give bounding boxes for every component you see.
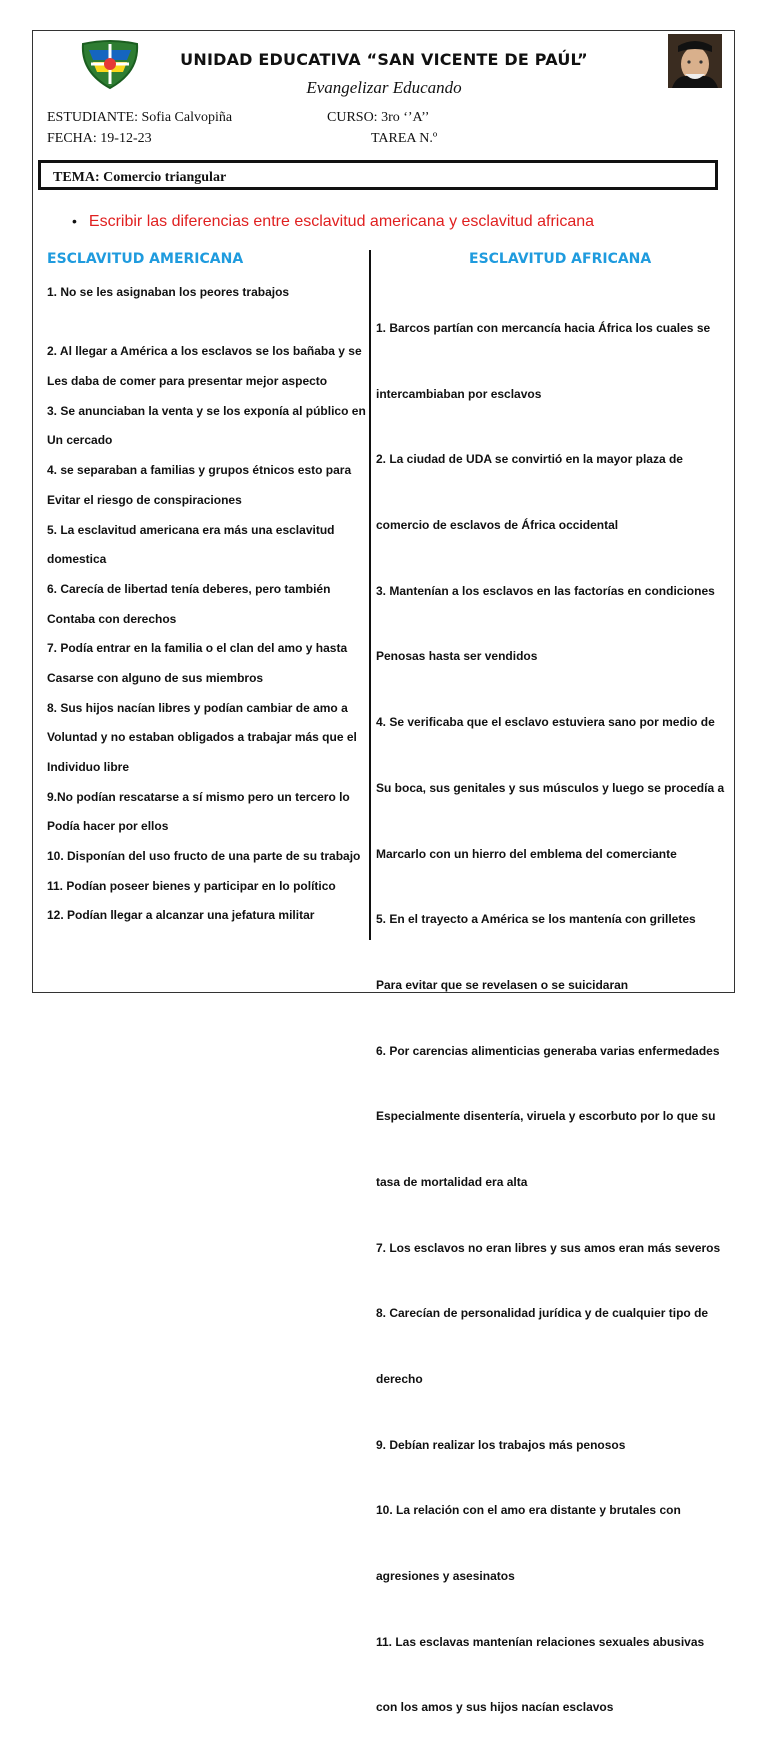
- list-item: 7. Los esclavos no eran libres y sus amos eran más severos: [376, 1240, 721, 1255]
- topic-text: TEMA: Comercio triangular: [53, 170, 227, 185]
- task-field: TAREA N.º: [371, 131, 438, 146]
- list-item: Casarse con alguno de sus miembros: [47, 670, 264, 685]
- list-item: con los amos y sus hijos nacían esclavos: [376, 1700, 614, 1715]
- list-item: 8. Carecían de personalidad jurídica y de cualquier tipo de: [376, 1306, 709, 1321]
- american-list: [47, 280, 367, 933]
- list-item: 2. Al llegar a América a los esclavos se los bañaba y se: [47, 344, 362, 359]
- date-field: FECHA: 19-12-23: [47, 131, 152, 146]
- list-item: Especialmente disentería, viruela y escorbuto por lo que su: [376, 1109, 716, 1124]
- topic-box: [38, 160, 718, 190]
- list-item: 6. Por carencias alimenticias generaba varias enfermedades: [376, 1043, 720, 1058]
- column-divider: [369, 250, 371, 940]
- list-item: 10. La relación con el amo era distante y brutales con: [376, 1503, 681, 1518]
- list-item: Penosas hasta ser vendidos: [376, 649, 538, 664]
- school-name: UNIDAD EDUCATIVA “SAN VICENTE DE PAÚL”: [180, 50, 588, 69]
- list-item: 5. En el trayecto a América se los mantenía con grilletes: [376, 912, 696, 927]
- list-item: 3. Se anunciaban la venta y se los exponía al público en: [47, 403, 366, 418]
- course-field: CURSO: 3ro ‘’A’’: [327, 110, 430, 125]
- list-item: Para evitar que se revelasen o se suicidaran: [376, 977, 629, 992]
- list-item: [47, 310, 367, 340]
- student-field: ESTUDIANTE: Sofia Calvopiña: [47, 110, 233, 125]
- list-item: Individuo libre: [47, 760, 130, 774]
- list-item: 11. Las esclavas mantenían relaciones sexuales abusivas: [376, 1634, 705, 1649]
- list-item: Evitar el riesgo de conspiraciones: [47, 492, 242, 507]
- list-item: Contaba con derechos: [47, 611, 177, 626]
- list-item: 3. Mantenían a los esclavos en las factorías en condiciones: [376, 583, 715, 598]
- list-item: 4. Se verificaba que el esclavo estuviera sano por medio de: [376, 715, 715, 730]
- list-item: Un cercado: [47, 433, 113, 448]
- list-item: 12. Podían llegar a alcanzar una jefatura militar: [47, 908, 315, 923]
- list-item: 6. Carecía de libertad tenía deberes, pero también: [47, 581, 331, 596]
- list-item: Voluntad y no estaban obligados a trabajar más que el: [47, 730, 357, 745]
- instruction-label: Escribir las diferencias entre esclavitud americana y esclavitud africana: [88, 213, 595, 230]
- list-item: 7. Podía entrar en la familia o el clan del amo y hasta: [47, 641, 348, 656]
- american-heading: ESCLAVITUD AMERICANA: [47, 251, 244, 267]
- african-list: [376, 280, 726, 1743]
- list-item: 10. Disponían del uso fructo de una parte de su trabajo: [47, 849, 361, 864]
- list-item: 9. Debían realizar los trabajos más penosos: [376, 1437, 626, 1452]
- list-item: tasa de mortalidad era alta: [376, 1174, 528, 1189]
- list-item: comercio de esclavos de África occidental: [376, 518, 619, 533]
- list-item: agresiones y asesinatos: [376, 1569, 515, 1584]
- list-item: intercambiaban por esclavos: [376, 386, 542, 401]
- african-heading: ESCLAVITUD AFRICANA: [469, 251, 652, 267]
- list-item: 9.No podían rescatarse a sí mismo pero un tercero lo: [47, 789, 350, 804]
- bullet-icon: •: [72, 213, 77, 229]
- list-item: 2. La ciudad de UDA se convirtió en la mayor plaza de: [376, 452, 683, 467]
- school-motto: Evangelizar Educando: [306, 78, 462, 97]
- list-item: 1. Barcos partían con mercancía hacia África los cuales se: [376, 321, 711, 335]
- list-item: 5. La esclavitud americana era más una esclavitud: [47, 522, 335, 537]
- list-item: 4. se separaban a familias y grupos étnicos esto para: [47, 463, 352, 478]
- instruction-text: [72, 213, 594, 231]
- list-item: 1. No se les asignaban los peores trabajos: [47, 285, 290, 299]
- list-item: Marcarlo con un hierro del emblema del comerciante: [376, 846, 677, 861]
- list-item: derecho: [376, 1372, 423, 1386]
- list-item: 11. Podían poseer bienes y participar en lo político: [47, 878, 336, 893]
- list-item: Podía hacer por ellos: [47, 819, 169, 834]
- list-item: Les daba de comer para presentar mejor aspecto: [47, 374, 328, 389]
- list-item: domestica: [47, 552, 107, 567]
- list-item: 8. Sus hijos nacían libres y podían cambiar de amo a: [47, 700, 348, 715]
- list-item: Su boca, sus genitales y sus músculos y luego se procedía a: [376, 780, 725, 795]
